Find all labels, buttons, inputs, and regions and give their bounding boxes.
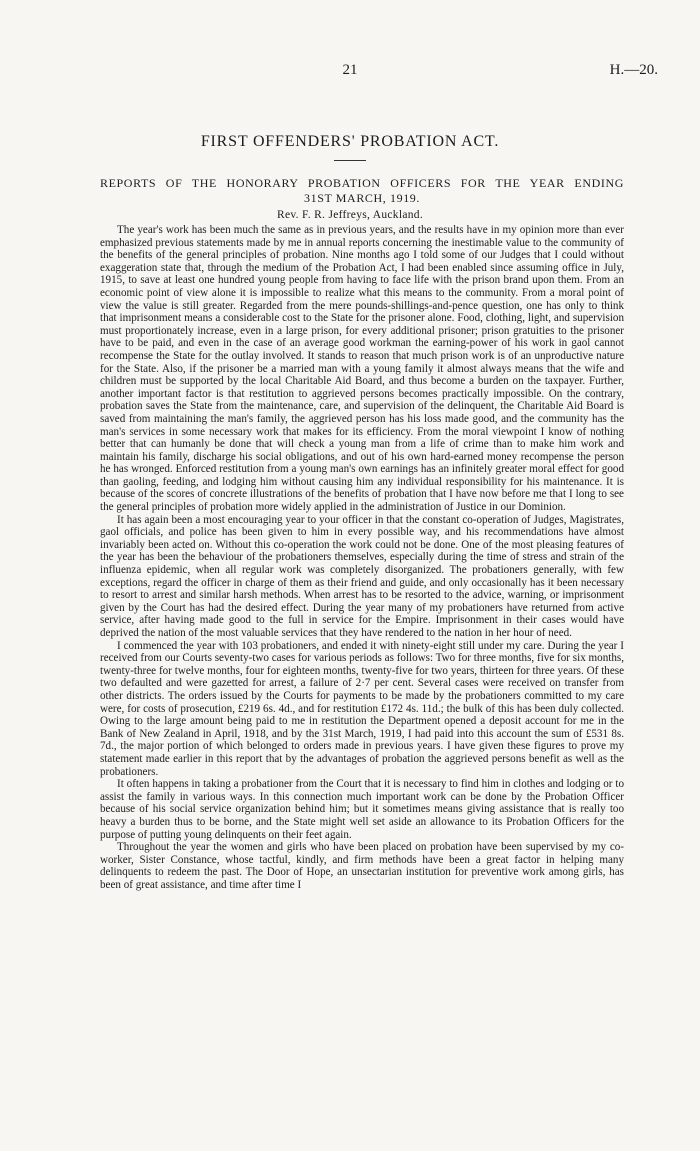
report-heading xyxy=(100,176,624,206)
page-reference: H.—20. xyxy=(609,62,658,78)
paragraph: I commenced the year with 103 probationers, and ended it with ninety-eight still under my care. During the year I received from our Courts seventy-two cases for various periods as follows: Two for three months, five for six months, twenty-three for twelve months, four for eighteen months, twenty-five for two years, thirteen for three years. Of these two defaulted and were gazetted for arrest, a failure of 2·7 per cent. Several cases were received on transfer from other districts. The orders issued by the Courts for payments to be made by the probationers committed to my care were, for costs of prosecution, £219 6s. 4d., and for restitution £172 4s. 11d.; the bulk of this has been duly collected. Owing to the large amount being paid to me in restitution the Department opened a deposit account for me in the Bank of New Zealand in April, 1918, and by the 31st March, 1919, I had paid into this account the sum of £531 8s. 7d., the major portion of which belonged to orders made in previous years. I have given these figures to prove my statement made earlier in this report that by the advantages of probation the aggrieved persons benefit as well as the probationers. xyxy=(100,639,624,778)
paragraph: It often happens in taking a probationer from the Court that it is necessary to find him in clothes and lodging or to assist the family in various ways. In this connection much important work can be done by the Probation Officer because of his social service organization behind him; but it sometimes means giving assistance that is really too heavy a burden thus to be borne, and the State might well set aside an allowance to its Probation Officers for the purpose of putting young delinquents on their feet again. xyxy=(100,778,624,841)
paragraph: The year's work has been much the same as in previous years, and the results have in my opinion more than ever emphasized previous statements made by me in annual reports concerning the inestimable value to the community of the benefits of the general principles of probation. Nine months ago I told some of our Judges that I could without exaggeration state that, through the medium of the Probation Act, I had been enabled since assuming office in July, 1915, to save at least one hundred young people from having to face life with the prison brand upon them. From an economic point of view alone it is impossible to realize what this means to the community. From a moral point of view the value is still greater. Regarded from the mere pounds-shillings-and-pence question, one has only to think that imprisonment means a considerable cost to the State for the prisoner alone. Food, clothing, light, and supervision must proportionately increase, even in a large prison, for every additional prisoner; prison gratuities to the prisoner have to be paid, and even in the case of an average good workman the earning-power of his work in gaol cannot recompense the State for the outlay involved. It stands to reason that much prison work is of an unproductive nature for the State. Also, if the prisoner be a married man with a young family it almost always means that the wife and children must be supported by the local Charitable Aid Board, and thus become a burden on the taxpayer. Further, another important factor is that restitution to aggrieved persons becomes practically impossible. On the contrary, probation saves the State from the maintenance, care, and supervision of the delinquent, the Charitable Aid Board is saved from maintaining the man's family, the aggrieved person has his loss made good, and the community has the man's services in some necessary work that makes for its efficiency. From the moral viewpoint I know of nothing better that can humanly be done that will check a young man from a life of crime than to make him work and maintain his family, discharge his social obligations, and out of his own hard-earned money recompense the person he has wronged. Enforced restitution from a young man's own earnings has an infinitely greater moral effect for good than gaoling, feeding, and lodging him without causing him any individual responsibility for his maintenance. It is because of the scores of concrete illustrations of the benefits of probation that I have now before me that I long to see the general principles of probation more widely applied in the administration of Justice in our Dominion. xyxy=(100,224,624,514)
title-divider xyxy=(334,160,366,161)
report-heading-line-1: REPORTS OF THE HONORARY PROBATION OFFICERS FOR THE YEAR ENDING xyxy=(100,176,624,190)
page-number: 21 xyxy=(342,62,358,78)
act-title: FIRST OFFENDERS' PROBATION ACT. xyxy=(200,133,500,150)
report-body xyxy=(100,224,624,891)
author-line: Rev. F. R. Jeffreys, Auckland. xyxy=(276,209,424,221)
paragraph: It has again been a most encouraging year to your officer in that the constant co-operation of Judges, Magistrates, gaol officials, and police has been given to him in every possible way, and his recommendations have almost invariably been acted on. Without this co-operation the work could not be done. One of the most pleasing features of the year has been the behaviour of the probationers themselves, especially during the time of stress and strain of the influenza epidemic, when all regular work was completely disorganized. The probationers generally, with few exceptions, regard the officer in charge of them as their friend and guide, and only occasionally has it been necessary to resort to arrest and similar harsh methods. When arrest has to be resorted to the advice, warning, or imprisonment given by the Court has had the desired effect. During the year many of my probationers have returned from active service, after having made good to the full in service for the Empire. Imprisonment in their cases would have deprived the nation of the most valuable services that they have rendered to the nation in her hour of need. xyxy=(100,513,624,639)
report-heading-line-2: 31ST MARCH, 1919. xyxy=(304,191,420,205)
paragraph: Throughout the year the women and girls who have been placed on probation have been supervised by my co-worker, Sister Constance, whose tactful, kindly, and firm methods have been a great factor in helping many delinquents to redeem the past. The Door of Hope, an unsectarian institution for preventive work among girls, has been of great assistance, and time after time I xyxy=(100,841,624,891)
